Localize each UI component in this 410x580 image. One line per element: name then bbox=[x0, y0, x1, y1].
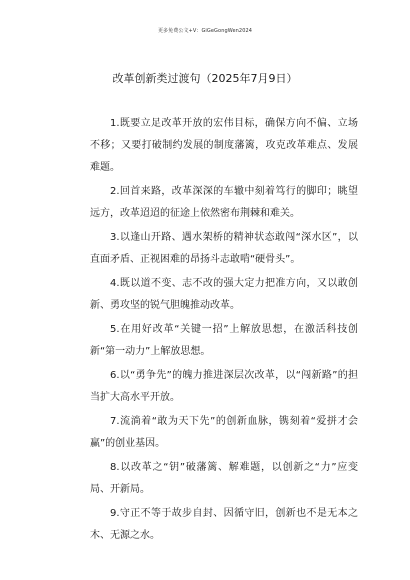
paragraph-8: 8.以改革之“钥”破藩篱、解难题，以创新之“力”应变局、开新局。 bbox=[90, 462, 358, 495]
document-title: 改革创新类过渡句（2025年7月9日） bbox=[112, 72, 298, 85]
paragraph-2: 2.回首来路，改革深深的车辙中刻着笃行的脚印；眺望远方，改革迢迢的征途上依然密布荆棘和难关。 bbox=[90, 186, 358, 219]
paragraph-7: 7.流淌着“敢为天下先”的创新血脉，镌刻着“爱拼才会赢”的创业基因。 bbox=[90, 416, 358, 449]
paragraph-1: 1.既要立足改革开放的宏伟目标，确保方向不偏、立场不移；又要打破制约发展的制度藩篱，攻克改革难点、发展难题。 bbox=[90, 118, 358, 173]
paragraph-6: 6.以“勇争先”的魄力推进深层次改革，以“闯新路”的担当扩大高水平开放。 bbox=[90, 370, 358, 403]
header-note: 更多免费公文+V：GiGeGongWen2024 bbox=[157, 28, 253, 34]
paragraph-5: 5.在用好改革“关键一招”上解放思想，在激活科技创新“第一动力”上解放思想。 bbox=[90, 324, 358, 357]
paragraph-4: 4.既以道不变、志不改的强大定力把准方向，又以敢创新、勇攻坚的锐气胆魄推动改革。 bbox=[90, 278, 358, 311]
document-body bbox=[90, 113, 358, 549]
paragraph-9: 9.守正不等于故步自封、因循守旧，创新也不是无本之木、无源之水。 bbox=[90, 508, 358, 541]
paragraph-3: 3.以逢山开路、遇水架桥的精神状态敢闯“深水区”，以直面矛盾、正视困难的昂扬斗志敢啃“硬骨头”。 bbox=[90, 232, 358, 265]
